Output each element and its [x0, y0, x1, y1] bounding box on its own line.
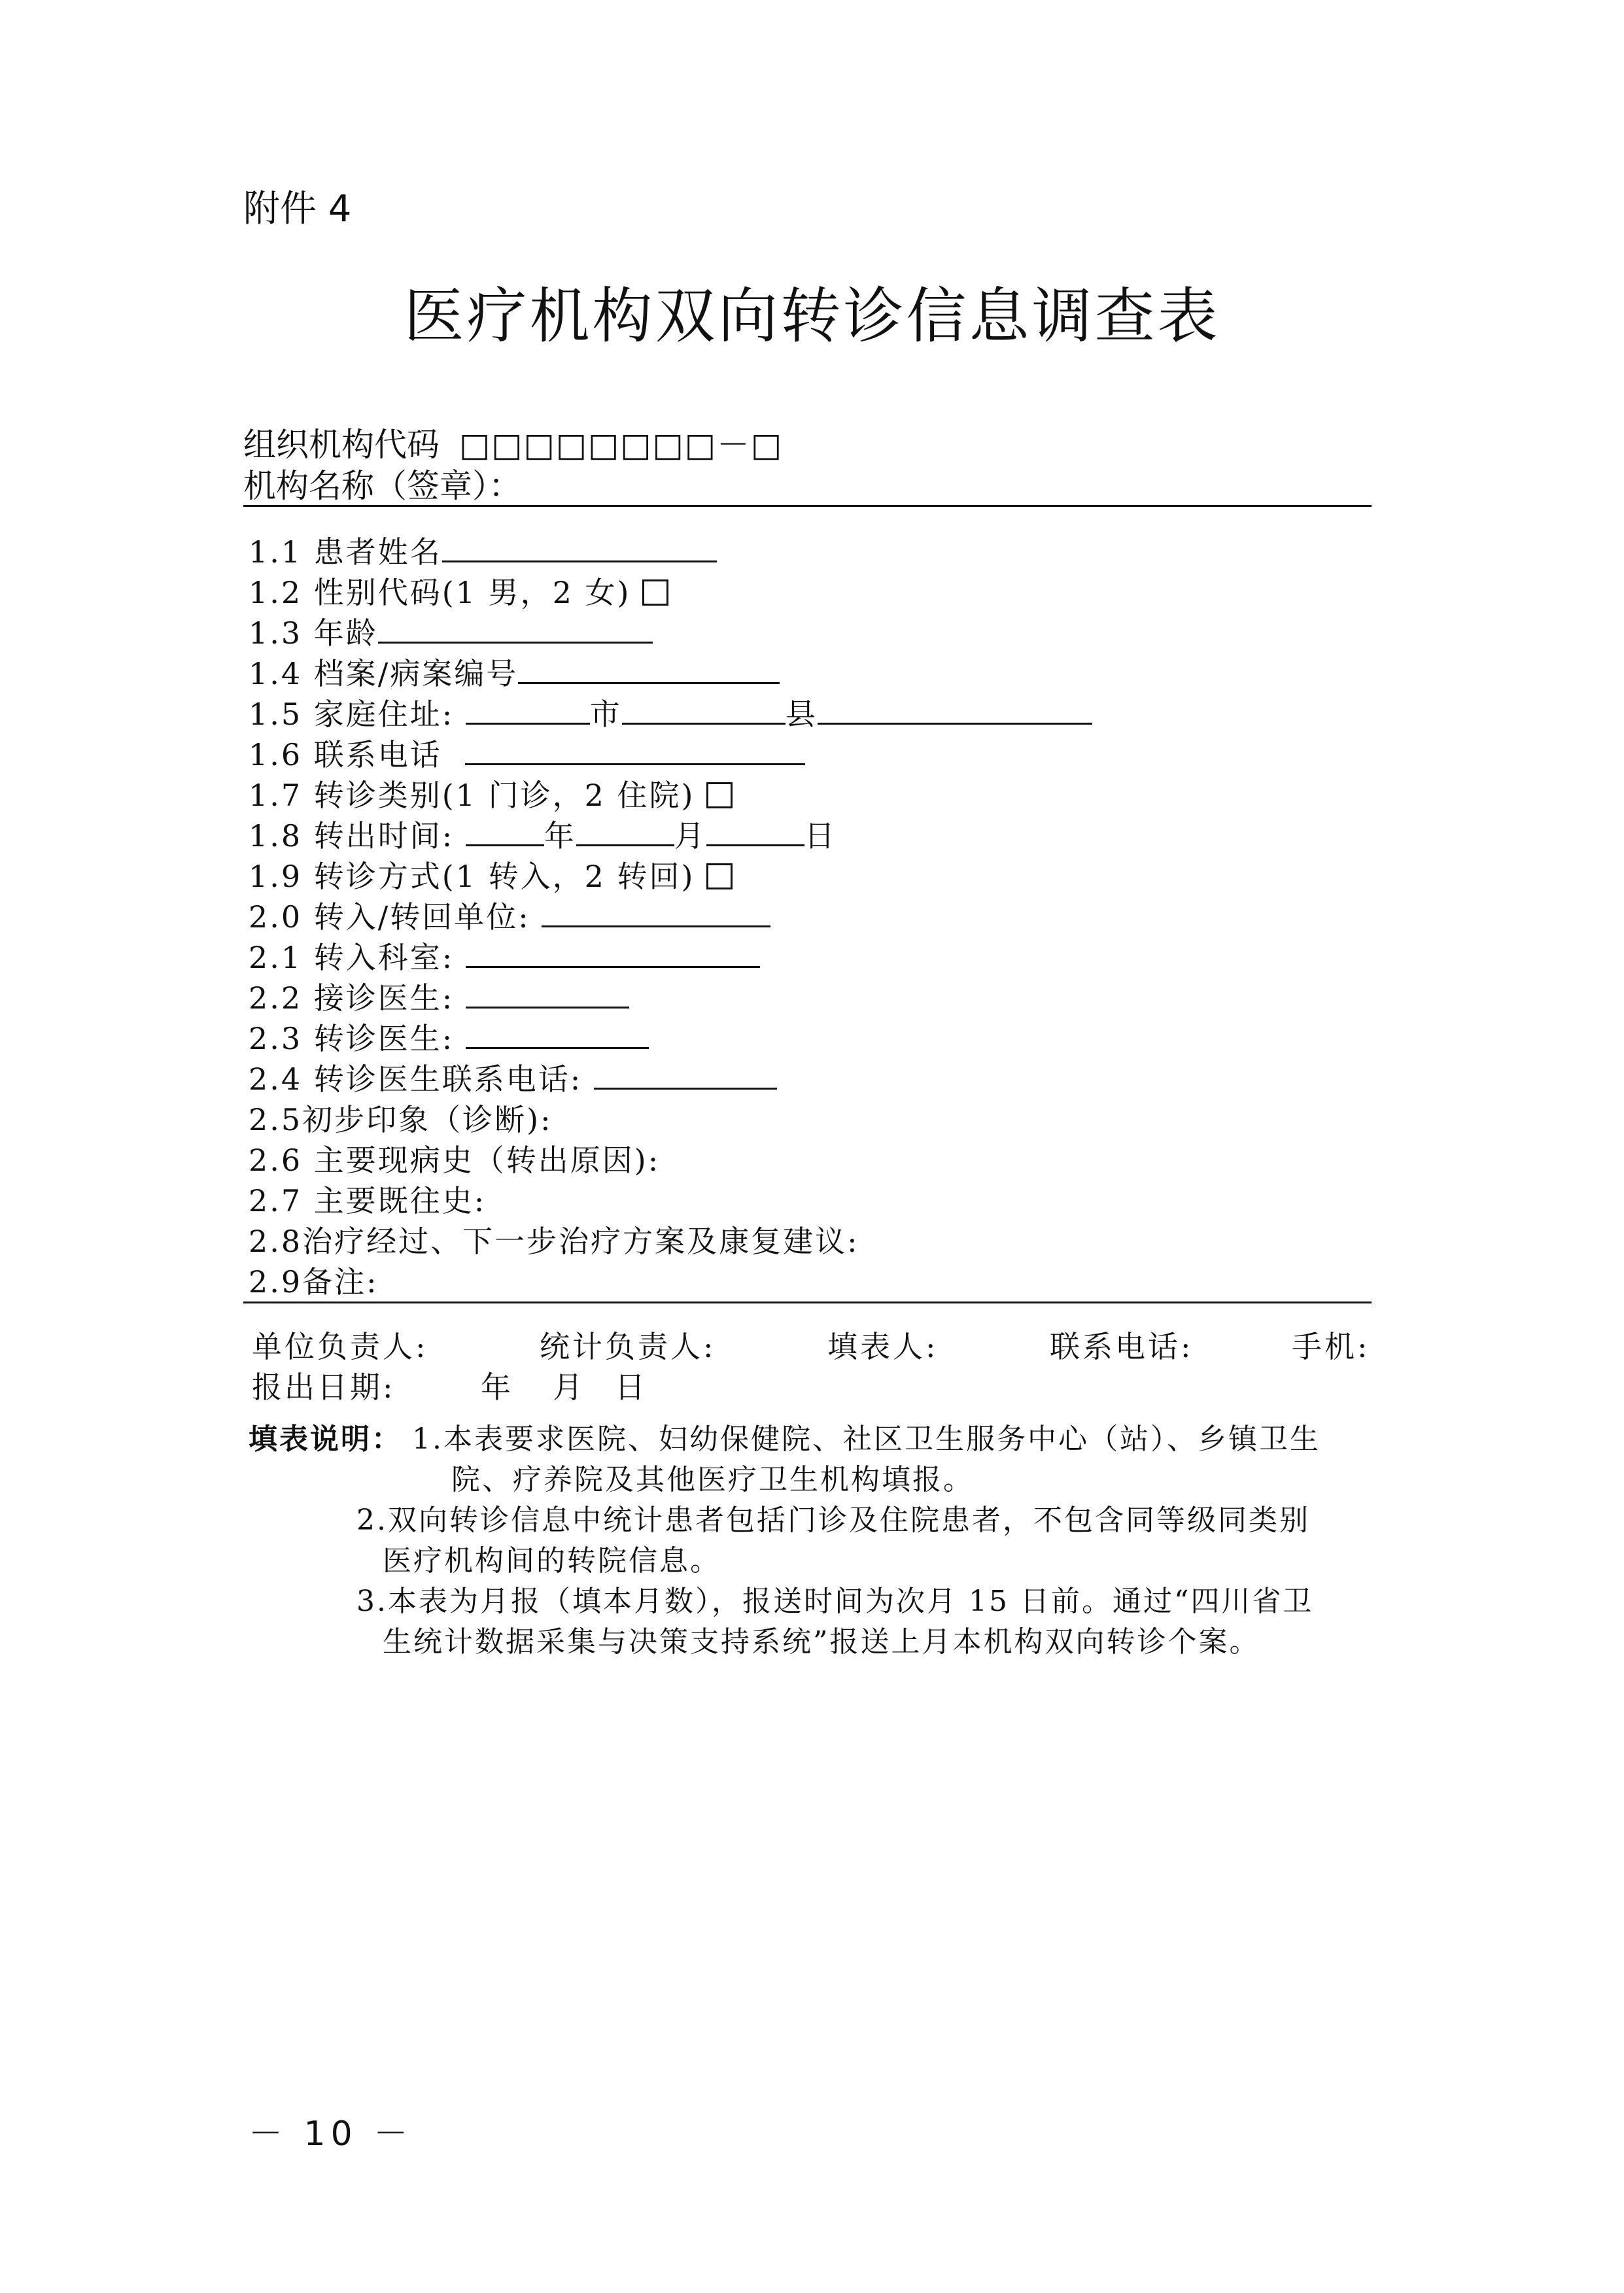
field-receiving-department	[249, 934, 760, 977]
org-name-label: 机构名称（签章）：	[243, 467, 521, 505]
field-age	[249, 610, 653, 653]
stats-head-label: 统计负责人:	[540, 1329, 716, 1364]
field-transfer-unit	[249, 893, 770, 937]
field-number: 2.7	[249, 1183, 303, 1218]
month-label: 月	[674, 818, 706, 853]
county-label: 县	[785, 697, 818, 732]
field-label: 转出时间:	[313, 818, 455, 853]
unit-head-label: 单位负责人:	[252, 1329, 428, 1364]
contact-phone-input[interactable]	[465, 738, 805, 765]
transfer-month-input[interactable]	[576, 819, 674, 846]
field-number: 1.2	[249, 575, 303, 610]
notes-label: 填表说明：	[249, 1422, 402, 1456]
field-label: 档案/病案编号	[313, 656, 519, 691]
field-number: 2.3	[249, 1021, 303, 1056]
org-code-boxes[interactable]: □□□□□□□□－□	[459, 426, 784, 464]
record-number-input[interactable]	[518, 657, 780, 684]
field-label: 联系电话	[313, 737, 442, 772]
field-label: 转诊方式(1 转入，2 转回)	[313, 859, 695, 894]
transfer-unit-input[interactable]	[542, 901, 770, 927]
field-number: 1.9	[249, 859, 303, 894]
field-label: 性别代码(1 男，2 女)	[313, 575, 631, 610]
report-date-label: 报出日期:	[252, 1370, 396, 1405]
gender-code-checkbox[interactable]	[642, 579, 668, 606]
field-number: 1.1	[249, 534, 303, 570]
transfer-year-input[interactable]	[466, 819, 544, 846]
note-2: 2.双向转诊信息中统计患者包括门诊及住院患者，不包含同等级同类别 医疗机构间的转院信息。	[356, 1504, 1310, 1578]
field-label: 主要既往史:	[313, 1183, 487, 1218]
day-label: 日	[804, 818, 837, 853]
field-treatment-plan	[249, 1218, 859, 1261]
field-number: 1.3	[249, 615, 303, 651]
attachment-label: 附件 4	[243, 188, 352, 230]
field-transfer-time	[249, 812, 837, 855]
address-detail-input[interactable]	[818, 698, 1092, 725]
field-label: 治疗经过、下一步治疗方案及康复建议:	[302, 1224, 859, 1259]
address-county-input[interactable]	[622, 698, 786, 725]
field-receiving-doctor	[249, 974, 629, 1018]
field-number: 2.1	[249, 940, 303, 975]
field-remarks	[249, 1258, 379, 1302]
note-3: 3.本表为月报（填本月数），报送时间为次月 15 日前。通过“四川省卫 生统计数据采集与决策支持系统”报送上月本机构双向转诊个案。	[356, 1585, 1314, 1659]
field-label: 转诊医生联系电话:	[313, 1061, 583, 1097]
mobile-label: 手机:	[1292, 1329, 1370, 1364]
field-number: 1.4	[249, 656, 303, 691]
org-code-row	[243, 419, 783, 466]
field-label: 转入/转回单位:	[313, 899, 530, 935]
field-number: 2.9	[249, 1264, 303, 1300]
phone-label: 联系电话:	[1050, 1329, 1194, 1364]
report-day-label: 日	[615, 1370, 648, 1405]
field-record-number	[249, 650, 780, 693]
field-referring-doctor	[249, 1015, 649, 1058]
field-label: 接诊医生:	[313, 980, 455, 1016]
field-referral-mode	[249, 853, 733, 896]
field-label: 患者姓名	[313, 534, 442, 570]
report-month-label: 月	[553, 1370, 585, 1405]
org-code-label: 组织机构代码	[243, 426, 440, 464]
form-divider	[243, 1302, 1372, 1303]
field-home-address	[249, 691, 1092, 734]
referring-doctor-phone-input[interactable]	[594, 1063, 777, 1090]
field-initial-impression	[249, 1096, 553, 1139]
field-referral-category	[249, 772, 733, 815]
field-past-history	[249, 1177, 486, 1220]
year-label: 年	[544, 818, 576, 853]
field-contact-phone	[249, 731, 805, 774]
page-title: 医疗机构双向转诊信息调查表	[404, 281, 1220, 351]
report-year-label: 年	[481, 1370, 513, 1405]
header-divider	[243, 505, 1372, 507]
referral-mode-checkbox[interactable]	[706, 863, 733, 889]
page-number: － 10 －	[249, 2114, 413, 2154]
field-number: 1.6	[249, 737, 303, 772]
field-number: 1.8	[249, 818, 303, 853]
field-gender-code	[249, 569, 668, 612]
filler-label: 填表人:	[827, 1329, 939, 1364]
field-label: 初步印象（诊断):	[302, 1102, 553, 1137]
field-label: 转诊类别(1 门诊，2 住院)	[313, 778, 695, 813]
field-number: 1.5	[249, 697, 303, 732]
field-label: 转诊医生:	[313, 1021, 455, 1056]
field-label: 备注:	[302, 1264, 379, 1300]
patient-name-input[interactable]	[442, 536, 717, 562]
receiving-doctor-input[interactable]	[466, 982, 629, 1009]
transfer-day-input[interactable]	[706, 819, 804, 846]
city-label: 市	[589, 697, 622, 732]
field-number: 2.0	[249, 899, 303, 935]
field-patient-name	[249, 528, 717, 572]
field-number: 2.2	[249, 980, 303, 1016]
field-number: 2.5	[249, 1102, 303, 1137]
field-number: 1.7	[249, 778, 303, 813]
referral-category-checkbox[interactable]	[706, 782, 733, 808]
address-city-input[interactable]	[466, 698, 590, 725]
field-label: 年龄	[313, 615, 378, 651]
referring-doctor-input[interactable]	[466, 1022, 649, 1049]
field-label: 家庭住址:	[313, 697, 455, 732]
receiving-department-input[interactable]	[466, 941, 760, 968]
age-input[interactable]	[378, 617, 653, 644]
field-referring-doctor-phone	[249, 1056, 777, 1099]
field-number: 2.8	[249, 1224, 303, 1259]
field-number: 2.4	[249, 1061, 303, 1097]
note-1: 1.本表要求医院、妇幼保健院、社区卫生服务中心（站）、乡镇卫生 院、疗养院及其他医疗卫生机构填报。	[412, 1422, 1321, 1496]
field-number: 2.6	[249, 1143, 303, 1178]
field-present-illness	[249, 1137, 660, 1180]
field-label: 主要现病史（转出原因):	[313, 1143, 661, 1178]
field-label: 转入科室:	[313, 940, 455, 975]
